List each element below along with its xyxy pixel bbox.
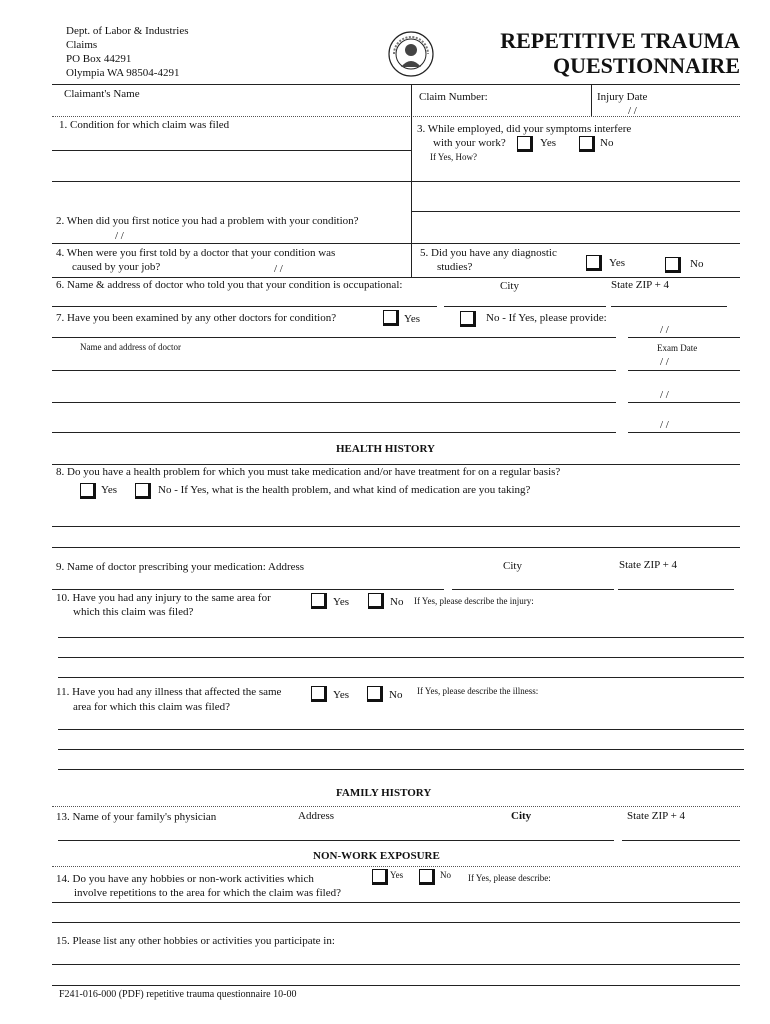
q11-if-yes-label: If Yes, please describe the illness:	[417, 686, 539, 696]
q3-line2: with your work?	[433, 137, 506, 149]
q9-state-zip-label: State ZIP + 4	[619, 559, 678, 571]
q14-if-yes-label: If Yes, please describe:	[468, 873, 551, 883]
form-title-line-2: QUESTIONNAIRE	[552, 53, 740, 78]
q11-line1: 11. Have you had any illness that affected the same	[56, 686, 282, 698]
q4-line2: caused by your job?	[72, 261, 161, 273]
q6-label: 6. Name & address of doctor who told you that your condition is occupational:	[56, 279, 403, 291]
claim-number-label: Claim Number:	[419, 91, 488, 103]
q6-state-zip-label: State ZIP + 4	[611, 279, 670, 291]
q8-no-label: No - If Yes, what is the health problem, and what kind of medication are you taking?	[158, 484, 531, 496]
q14-no-label: No	[440, 870, 451, 880]
q7-exam-date-label: Exam Date	[657, 343, 698, 353]
q11-no-checkbox[interactable]	[367, 686, 383, 702]
form-id-footer: F241-016-000 (PDF) repetitive trauma questionnaire 10-00	[59, 989, 297, 1000]
q7-yes-checkbox[interactable]	[383, 310, 399, 326]
q7-exam-date-slashes-2[interactable]: / /	[660, 356, 669, 368]
q4-date-slashes[interactable]: / /	[274, 263, 283, 275]
health-history-heading: HEALTH HISTORY	[336, 443, 435, 455]
q7-label: 7. Have you been examined by any other doctors for condition?	[56, 312, 337, 324]
q9-city-label: City	[503, 560, 522, 572]
agency-address-line-1: Dept. of Labor & Industries	[66, 25, 189, 37]
q13-address-label: Address	[298, 810, 335, 822]
claimant-name-label: Claimant's Name	[64, 88, 140, 100]
q7-no-label: No - If Yes, please provide:	[486, 312, 607, 324]
q9-label: 9. Name of doctor prescribing your medication: Address	[56, 561, 305, 573]
q4-line1: 4. When were you first told by a doctor that your condition was	[56, 247, 336, 259]
q7-exam-date-slashes-1[interactable]: / /	[660, 324, 669, 336]
form-title-line-1: REPETITIVE TRAUMA	[500, 28, 740, 53]
q7-exam-date-slashes-4[interactable]: / /	[660, 419, 669, 431]
q10-yes-checkbox[interactable]	[311, 593, 327, 609]
q8-yes-checkbox[interactable]	[80, 483, 96, 499]
q3-line1: 3. While employed, did your symptoms interfere	[417, 123, 632, 135]
q10-line2: which this claim was filed?	[73, 606, 194, 618]
q13-state-zip-label: State ZIP + 4	[627, 810, 686, 822]
agency-address-line-3: PO Box 44291	[66, 53, 132, 65]
q7-no-checkbox[interactable]	[460, 311, 476, 327]
q11-line2: area for which this claim was filed?	[73, 701, 230, 713]
q5-yes-label: Yes	[609, 257, 626, 269]
family-history-heading: FAMILY HISTORY	[336, 787, 432, 799]
agency-address-line-2: Claims	[66, 39, 98, 51]
q8-yes-label: Yes	[101, 484, 118, 496]
q3-no-checkbox[interactable]	[579, 136, 595, 152]
q6-city-label: City	[500, 280, 519, 292]
q3-if-yes-label: If Yes, How?	[430, 152, 477, 162]
q1-label: 1. Condition for which claim was filed	[59, 119, 230, 131]
q14-no-checkbox[interactable]	[419, 869, 435, 885]
q14-line1: 14. Do you have any hobbies or non-work activities which	[56, 873, 314, 885]
q2-label: 2. When did you first notice you had a problem with your condition?	[56, 215, 359, 227]
q3-yes-label: Yes	[540, 137, 557, 149]
q10-line1: 10. Have you had any injury to the same area for	[56, 592, 271, 604]
q13-label: 13. Name of your family's physician	[56, 811, 217, 823]
q5-no-checkbox[interactable]	[665, 257, 681, 273]
q10-no-label: No	[390, 596, 404, 608]
q5-line1: 5. Did you have any diagnostic	[420, 247, 557, 259]
injury-date-label: Injury Date	[597, 91, 648, 103]
agency-address-line-4: Olympia WA 98504-4291	[66, 67, 180, 79]
q11-yes-label: Yes	[333, 689, 350, 701]
state-seal-icon	[388, 31, 434, 77]
q14-line2: involve repetitions to the area for which the claim was filed?	[74, 887, 341, 899]
q14-yes-checkbox[interactable]	[372, 869, 388, 885]
q5-yes-checkbox[interactable]	[586, 255, 602, 271]
q10-yes-label: Yes	[333, 596, 350, 608]
q7-exam-date-slashes-3[interactable]: / /	[660, 389, 669, 401]
q5-line2: studies?	[437, 261, 473, 273]
q3-no-label: No	[600, 137, 614, 149]
q10-no-checkbox[interactable]	[368, 593, 384, 609]
q11-yes-checkbox[interactable]	[311, 686, 327, 702]
q7-yes-label: Yes	[404, 313, 421, 325]
q10-if-yes-label: If Yes, please describe the injury:	[414, 596, 534, 606]
q13-city-label: City	[511, 810, 532, 822]
q2-date-slashes[interactable]: / /	[115, 230, 124, 242]
q11-no-label: No	[389, 689, 403, 701]
q14-yes-label: Yes	[390, 870, 404, 880]
q8-label: 8. Do you have a health problem for which you must take medication and/or have treatment for on a regular basis?	[56, 466, 561, 478]
non-work-exposure-heading: NON-WORK EXPOSURE	[313, 850, 440, 862]
q5-no-label: No	[690, 258, 704, 270]
q3-yes-checkbox[interactable]	[517, 136, 533, 152]
injury-date-slashes[interactable]: / /	[628, 105, 637, 117]
q7-name-address-label: Name and address of doctor	[80, 342, 181, 352]
q15-label: 15. Please list any other hobbies or activities you participate in:	[56, 935, 335, 947]
q8-no-checkbox[interactable]	[135, 483, 151, 499]
